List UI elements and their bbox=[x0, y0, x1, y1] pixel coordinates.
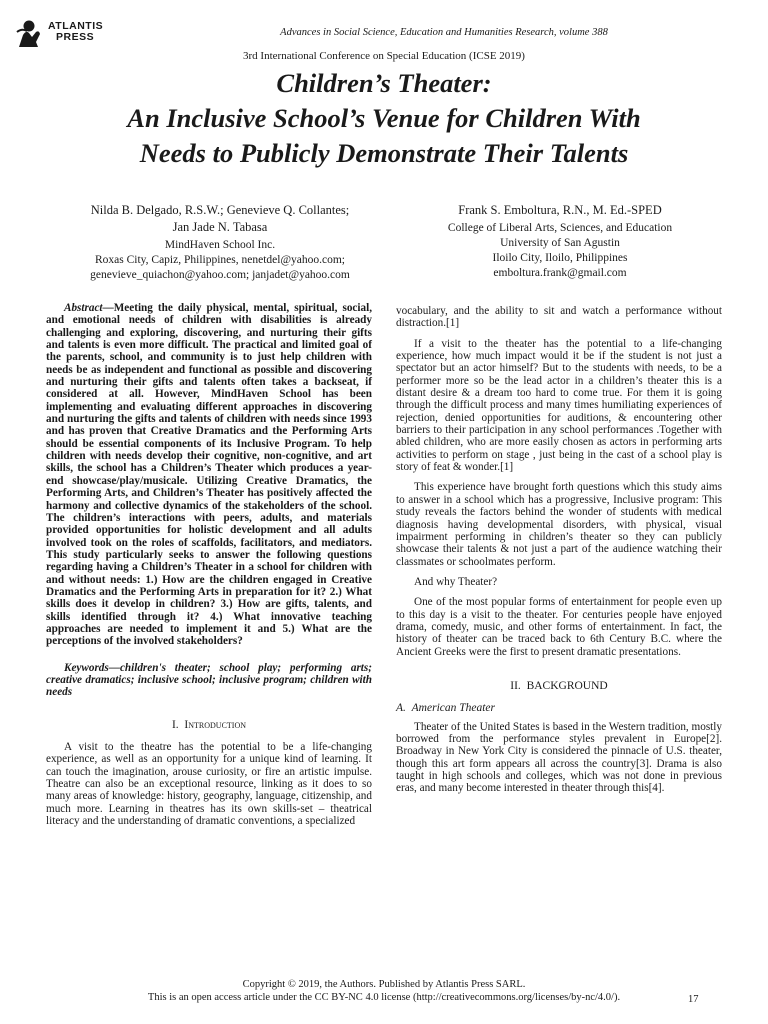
right-paragraph-2: If a visit to the theater has the potential to a life-changing experience, how much impact would it be if the student is not just a spectator but an actor himself? But to the students with needs, to be a performer more so be the lead actor in a children’s theater this is a distant desire & a dream too hard to come true. For them it is going through the difficult process and many times humiliating experiences of rejection, denied opportunities for auditions, & encountering other barriers to their participation in any school performances .Together with abled children, who are more easily chosen as actors in performing arts activities to perform on stage , just being in the cast of a school play is story of feat & wonder.[1] bbox=[396, 337, 722, 474]
journal-header: Advances in Social Science, Education and Humanities Research, volume 388 bbox=[280, 27, 608, 38]
abstract-text: —Meeting the daily physical, mental, spiritual, social, and emotional needs of children with disabilities is already challenging and exploring, discovering, and nurturing their gifts and talents is even more difficult. The practical and limited goal of the parents, school, and community is to just help children with needs be as independent and functional as possible and discovering and nurturing their gifts and talents often takes a backseat, if considered at all. However, MindHaven School has been implementing and evaluating different approaches in discovering and nurturing the gifts and talents of children with needs since 1993 and has proven that Creative Dramatics and the Performing Arts should be essential components of its Inclusive Program. To help children with needs develop their cognitive, non-cognitive, and art skills, the school has a Children’s Theater which produces a year-end showcase/play/musicale. Utilizing Creative Dramatics, the Performing Arts, and Children’s Theater has positively affected the harmony and collective dynamics of the stakeholders of the school. The children’s interactions with peers, adults, and materials provided opportunities for holistic development and all adults involved took on the roles of scaffolds, facilitators, and mediators. This study particularly seeks to answer the following questions regarding having a Children’s Theater in a school for children with and without needs: 1.) How are the children engaged in Creative Dramatics and the Performing Arts in preparation for it? 2.) What skills does it develop in children? 3.) How are gifts, talents, and skills identified through it? 4.) What innovative teaching approaches are needed to implement it and 5.) What are the perceptions of the involved stakeholders? bbox=[46, 302, 372, 648]
right-address: Iloilo City, Iloilo, Philippines bbox=[492, 252, 628, 264]
intro-number: I. bbox=[171, 718, 179, 731]
keywords bbox=[46, 662, 372, 699]
right-affiliation2: University of San Agustin bbox=[500, 237, 620, 249]
bg-title: BACKGROUND bbox=[526, 679, 608, 692]
author-names-line2: Jan Jade N. Tabasa bbox=[172, 220, 268, 234]
title-line2: An Inclusive School’s Venue for Children With bbox=[127, 103, 641, 133]
author-emails: genevieve_quiachon@yahoo.com; janjadet@yahoo.com bbox=[90, 269, 350, 281]
right-paragraph-1: vocabulary, and the ability to sit and watch a performance without distraction.[1] bbox=[396, 305, 722, 330]
logo-line1: ATLANTIS bbox=[48, 20, 104, 32]
keywords-text: —children's theater; school play; performing arts; creative dramatics; inclusive school; inclusive program; children with needs bbox=[46, 661, 372, 699]
page-number: 17 bbox=[688, 994, 699, 1005]
author-name-right: Frank S. Emboltura, R.N., M. Ed.-SPED bbox=[458, 203, 662, 217]
footer bbox=[0, 978, 768, 1004]
right-paragraph-5: One of the most popular forms of entertainment for people even up to this day is a visit to the theater. For centuries people have enjoyed drama, comedy, music, and other forms of entertainment. In fact, the history of theater can be traced back to 6th Century B.C. where the Ancient Greeks were the first to present dramatic presentations. bbox=[396, 596, 722, 658]
conference-header: 3rd International Conference on Special Education (ICSE 2019) bbox=[243, 50, 525, 62]
author-address: Roxas City, Capiz, Philippines, nenetdel@yahoo.com; bbox=[94, 254, 346, 266]
author-names-line1: Nilda B. Delgado, R.S.W.; Genevieve Q. Collantes; bbox=[90, 203, 350, 217]
author-affiliation: MindHaven School Inc. bbox=[164, 239, 276, 251]
keywords-label: Keywords bbox=[64, 661, 109, 674]
section-introduction-heading bbox=[46, 719, 372, 731]
subsection-american-theater bbox=[396, 702, 722, 714]
paper-title bbox=[20, 66, 748, 171]
bg-number: II. bbox=[510, 679, 521, 692]
abstract-label: Abstract bbox=[64, 302, 103, 314]
authors-right bbox=[395, 202, 725, 281]
left-column bbox=[46, 302, 372, 827]
logo-line2: PRESS bbox=[56, 31, 95, 43]
authors-left bbox=[30, 202, 410, 283]
right-email: emboltura.frank@gmail.com bbox=[493, 267, 627, 279]
abstract bbox=[46, 302, 372, 648]
sub-a-title: American Theater bbox=[411, 702, 496, 715]
license-line: This is an open access article under the CC BY-NC 4.0 license (http://creativecommons.org/licenses/by-nc/4.0/). bbox=[147, 992, 621, 1003]
section-background-heading bbox=[396, 680, 722, 692]
background-paragraph: Theater of the United States is based in the Western tradition, mostly borrowed from the performance styles prevalent in Europe[2]. Broadway in New York City is considered the pinnacle of U.S. theater, though this art form appears all across the country[3]. Drama is also taught in high schools and colleges, which was not done in previous eras, and many become interested in theater through this[4]. bbox=[396, 720, 722, 795]
copyright-line: Copyright © 2019, the Authors. Published by Atlantis Press SARL. bbox=[242, 979, 526, 990]
right-column bbox=[396, 305, 722, 795]
right-paragraph-3: This experience have brought forth questions which this study aims to answer in a school which has a progressive, Inclusive program: This study reveals the factors behind the wonder of students with medical diagnosis having developmental disorders, with physical, visual impairment performing in children’s theater so they can publicly showcase their talents & not just a part of the audience watching their classmates or schoolmates perform. bbox=[396, 481, 722, 568]
sub-a-number: A. bbox=[396, 702, 406, 715]
intro-paragraph: A visit to the theatre has the potential to be a life-changing experience, as well as an opportunity for a unique kind of learning. It can touch the imagination, arouse curiosity, or fire an artistic impulse. Theatre can also be an exceptional resource, linking as it does to so many areas of knowledge: history, geography, language, citizenship, and much more. Learning in theatres has its own skills-set – theatrical literacy and the understanding of dramatic conventions, a specialized bbox=[46, 741, 372, 828]
right-paragraph-4: And why Theater? bbox=[414, 575, 498, 588]
intro-title: Introduction bbox=[184, 718, 247, 731]
title-line1: Children’s Theater: bbox=[276, 68, 492, 98]
right-affiliation1: College of Liberal Arts, Sciences, and Education bbox=[447, 222, 673, 234]
title-line3: Needs to Publicly Demonstrate Their Talents bbox=[139, 138, 629, 168]
